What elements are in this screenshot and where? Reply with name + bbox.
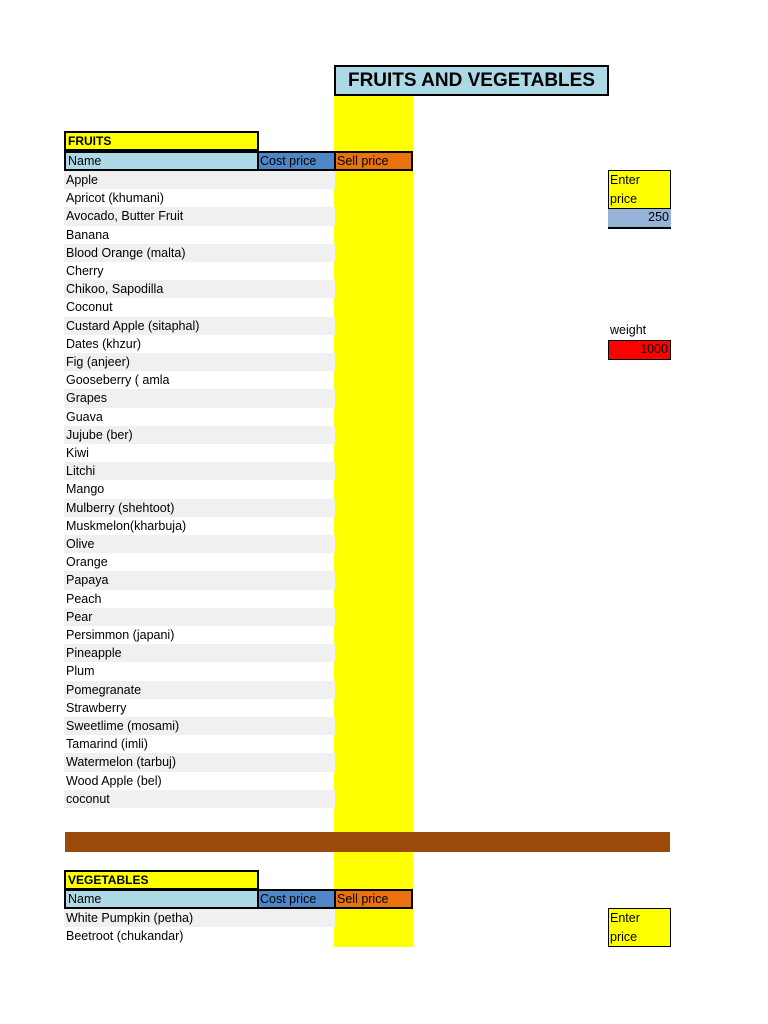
vegetables-column-cost[interactable]: Cost price xyxy=(257,889,335,909)
sell-price-column-fruits xyxy=(334,96,413,833)
list-item[interactable]: Kiwi xyxy=(66,446,89,460)
list-item[interactable]: Papaya xyxy=(64,571,335,589)
list-item[interactable]: Gooseberry ( amla xyxy=(66,373,170,388)
vegetables-enter-price-line2: price xyxy=(610,930,638,944)
list-item[interactable]: Chikoo, Sapodilla xyxy=(64,280,335,298)
list-item[interactable]: Litchi xyxy=(64,462,335,480)
vegetables-enter-price-box[interactable] xyxy=(608,908,671,947)
fruits-column-cost[interactable]: Cost price xyxy=(257,151,335,171)
list-item[interactable]: Pineapple xyxy=(64,644,335,662)
section-divider-bar xyxy=(65,832,670,852)
list-item[interactable]: Grapes xyxy=(64,389,335,407)
list-item[interactable]: Cherry xyxy=(66,264,104,278)
list-item[interactable]: Olive xyxy=(64,535,335,553)
list-item[interactable]: Apple xyxy=(64,171,335,189)
fruits-column-sell[interactable]: Sell price xyxy=(334,151,413,171)
list-item[interactable]: Avocado, Butter Fruit xyxy=(64,207,335,225)
list-item[interactable]: Blood Orange (malta) xyxy=(64,244,335,262)
list-item[interactable]: Persimmon (japani) xyxy=(66,628,175,642)
list-item[interactable]: Coconut xyxy=(66,300,113,315)
list-item[interactable]: Peach xyxy=(66,591,102,606)
list-item[interactable]: Dates (khzur) xyxy=(66,336,142,351)
list-item[interactable]: Sweetlime (mosami) xyxy=(64,717,335,735)
fruits-column-name[interactable]: Name xyxy=(64,151,259,171)
weight-input-cell[interactable]: 1000 xyxy=(608,340,671,360)
list-item[interactable]: Custard Apple (sitaphal) xyxy=(64,317,335,335)
list-item[interactable]: Tamarind (imli) xyxy=(66,737,148,752)
list-item[interactable]: Pomegranate xyxy=(64,681,335,699)
list-item[interactable]: Jujube (ber) xyxy=(64,426,335,444)
enter-price-label-line2: price xyxy=(610,192,638,206)
list-item[interactable]: Orange xyxy=(66,555,108,570)
list-item[interactable]: Guava xyxy=(66,409,103,424)
vegetables-column-sell[interactable]: Sell price xyxy=(334,889,413,909)
list-item[interactable]: coconut xyxy=(64,790,335,808)
vegetables-enter-price-line1: Enter xyxy=(610,911,640,925)
list-item[interactable]: Muskmelon(kharbuja) xyxy=(66,518,187,533)
list-item[interactable]: Wood Apple (bel) xyxy=(66,773,162,788)
list-item[interactable]: Watermelon (tarbuj) xyxy=(64,753,335,771)
fruits-section-header[interactable]: FRUITS xyxy=(64,131,259,151)
list-item[interactable]: Mulberry (shehtoot) xyxy=(64,499,335,517)
list-item[interactable]: Plum xyxy=(66,664,95,679)
enter-price-label-line1: Enter xyxy=(610,173,640,187)
list-item[interactable]: Strawberry xyxy=(66,700,127,715)
list-item[interactable]: Fig (anjeer) xyxy=(64,353,335,371)
list-item[interactable]: White Pumpkin (petha) xyxy=(64,909,335,927)
list-item[interactable]: Banana xyxy=(66,227,110,242)
vegetables-section-header[interactable]: VEGETABLES xyxy=(64,870,259,890)
price-input-cell[interactable]: 250 xyxy=(608,209,671,229)
enter-price-box[interactable] xyxy=(608,170,671,209)
list-item[interactable]: Apricot (khumani) xyxy=(66,191,164,206)
weight-label: weight xyxy=(610,323,647,337)
list-item[interactable]: Beetroot (chukandar) xyxy=(66,929,184,944)
vegetables-column-name[interactable]: Name xyxy=(64,889,259,909)
list-item[interactable]: Pear xyxy=(64,608,335,626)
sheet-title: FRUITS AND VEGETABLES xyxy=(334,65,609,96)
list-item[interactable]: Mango xyxy=(66,482,105,497)
